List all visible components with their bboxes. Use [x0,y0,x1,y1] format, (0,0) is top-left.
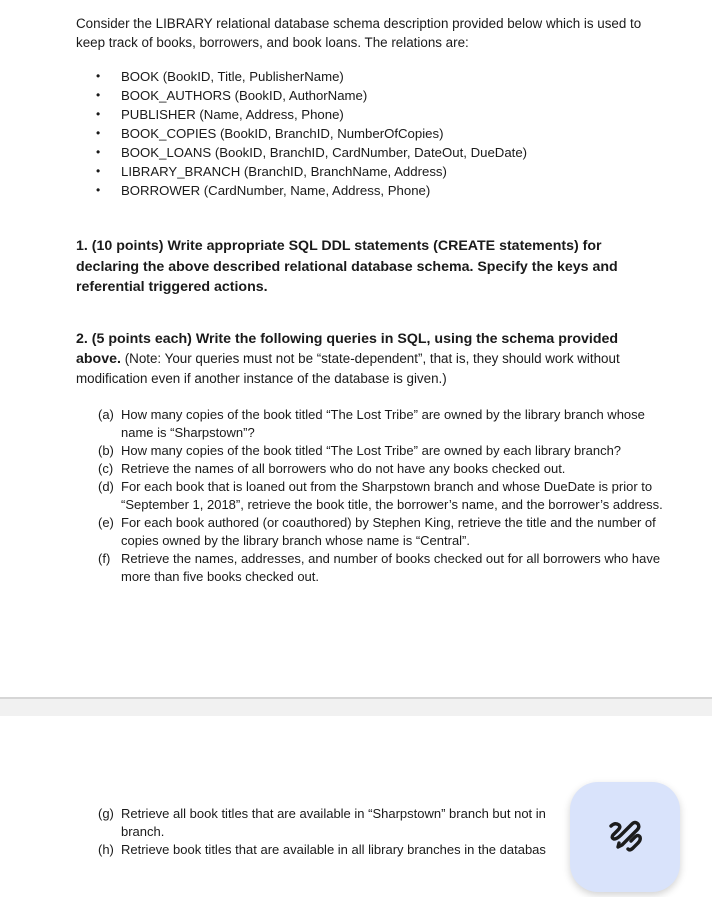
intro-paragraph: Consider the LIBRARY relational database schema description provided below which is used to keep track of books, borrowers, and book loans. The relations are: [76,16,642,50]
part-label: (d) [98,479,114,494]
relations-list [96,67,527,200]
part-label: (f) [98,551,111,566]
list-item: • BOOK_COPIES (BookID, BranchID, NumberOfCopies) [96,126,444,141]
part-text: Retrieve book titles that are available in all library branches in the databas [121,842,546,857]
list-item [98,550,668,586]
bullet: • [96,107,101,121]
part-label: (b) [98,443,114,458]
part-text: Retrieve all book titles that are available in “Sharpstown” branch but not in [121,806,546,821]
bullet: • [96,126,101,140]
bullet: • [96,145,101,159]
list-item: • BORROWER (CardNumber, Name, Address, Phone) [96,183,431,198]
question-2 [76,329,661,388]
list-item: • PUBLISHER (Name, Address, Phone) [96,107,344,122]
part-text: Retrieve the names, addresses, and number of books checked out for all borrowers who have more than five books checked out. [121,551,661,584]
list-item: • BOOK (BookID, Title, PublisherName) [96,69,344,84]
part-text: Retrieve the names of all borrowers who do not have any books checked out. [121,461,566,476]
list-item: • LIBRARY_BRANCH (BranchID, BranchName, Address) [96,164,447,179]
edit-pen-icon [605,817,645,857]
edit-fab-button[interactable] [570,782,680,892]
part-label: (c) [98,461,114,476]
question-1: 1. (10 points) Write appropriate SQL DDL statements (CREATE statements) for declaring the above described relational database schema. Specify the keys and referential triggered actions. [76,238,618,295]
part-label: (h) [98,842,114,857]
list-item [98,478,668,514]
list-item [98,406,668,442]
part-text: How many copies of the book titled “The Lost Tribe” are owned by each library branch? [121,443,622,458]
list-item: • BOOK_LOANS (BookID, BranchID, CardNumber, DateOut, DueDate) [96,145,528,160]
question-2-note: (Note: Your queries must not be “state-dependent”, that is, they should work without modification even if another instance of the database is given.) [76,351,620,386]
page-separator [0,697,712,716]
part-label: (g) [98,806,114,821]
part-text-continued: branch. [121,824,165,839]
bullet: • [96,88,101,102]
part-text: How many copies of the book titled “The Lost Tribe” are owned by the library branch whose name is “Sharpstown”? [121,407,645,440]
part-label: (a) [98,407,114,422]
part-text: For each book authored (or coauthored) by Stephen King, retrieve the title and the number of copies owned by the library branch whose name is “Central”. [121,515,656,548]
list-item [98,460,668,478]
list-item [98,442,668,460]
bullet: • [96,69,101,83]
list-item [98,805,568,841]
bullet: • [96,164,101,178]
bullet: • [96,183,101,197]
list-item: • BOOK_AUTHORS (BookID, AuthorName) [96,88,368,103]
query-parts-list-continued [98,805,568,859]
part-text: For each book that is loaned out from the Sharpstown branch and whose DueDate is prior to “September 1, 2018”, retrieve the book title, the borrower’s name, and the borrower’s address. [121,479,663,512]
query-parts-list [98,406,668,586]
part-label: (e) [98,515,114,530]
list-item [98,841,568,859]
list-item [98,514,668,550]
question-2-heading: 2. (5 points each) Write the following queries in SQL, using the schema provided above. [76,331,619,367]
